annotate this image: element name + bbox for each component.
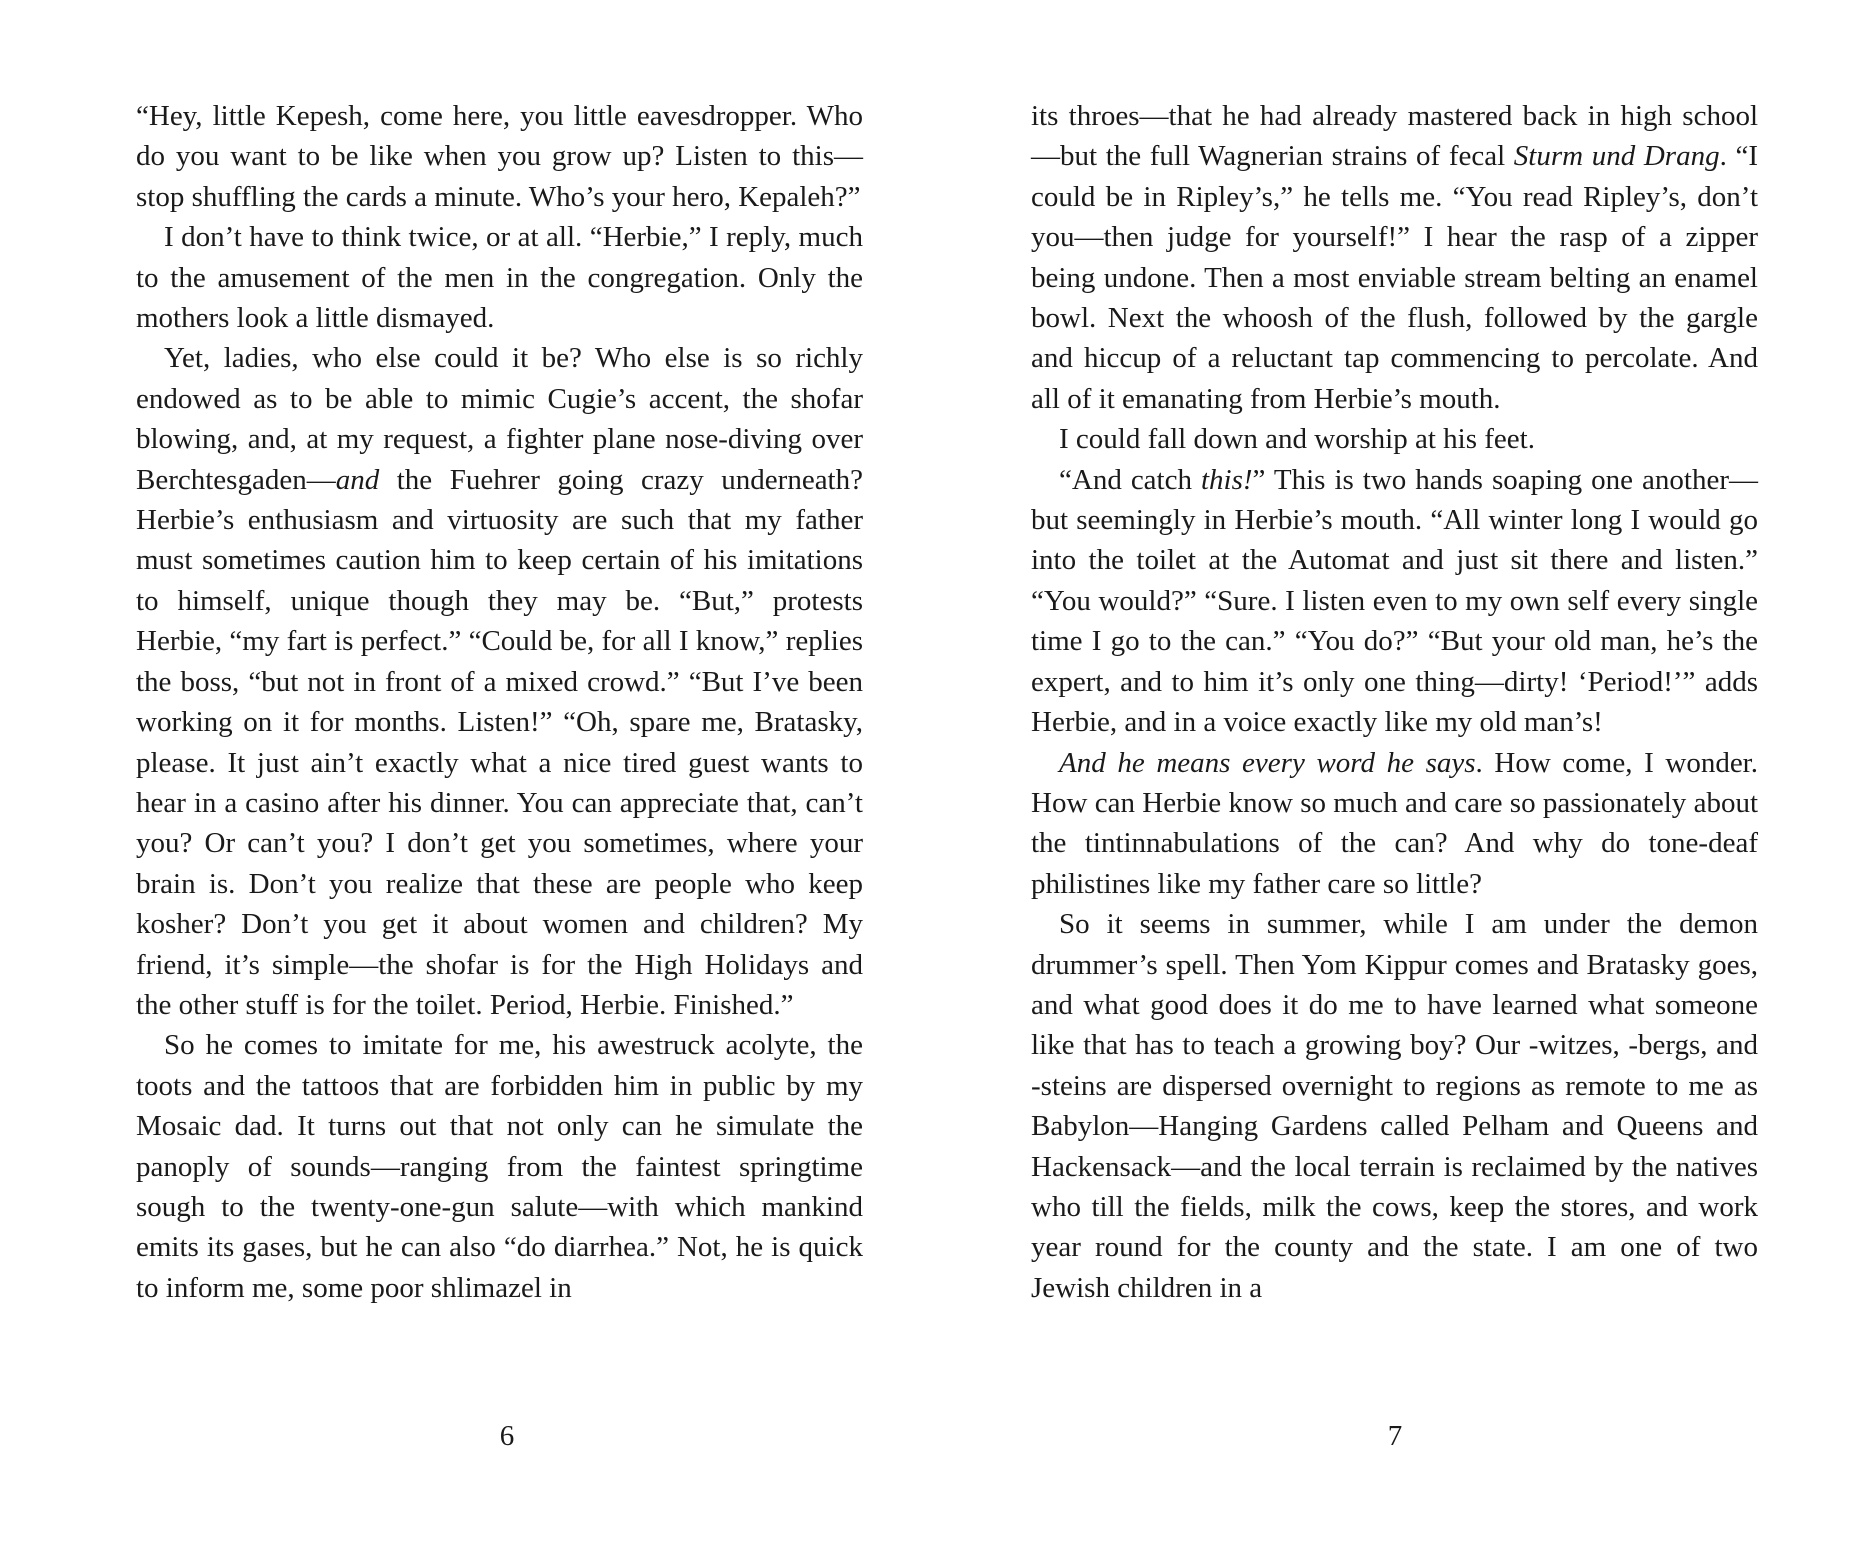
text-run: I don’t have to think twice, or at all. “Herbie,” I reply, much to the amusement of the men in the congregation. Only the mothers look a little dismayed. — [136, 221, 863, 335]
italic-text: And he means every word he says — [1059, 746, 1476, 779]
text-run: “And catch — [1059, 463, 1201, 496]
text-run: ” This is two hands soaping one another—but seemingly in Herbie’s mouth. “All winter long I would go into the toilet at the Automat and just sit there and listen.” “You would?” “Sure. I listen even to my own self every single time I go to the can.” “You do?” “But your old man, he’s the expert, and to him it’s only one thing—dirty! ‘Period!’” adds Herbie, and in a voice exactly like my old man’s! — [1031, 463, 1758, 739]
paragraph — [136, 338, 863, 1025]
paragraph — [1031, 419, 1758, 459]
right-page — [1031, 96, 1758, 1308]
paragraph — [1031, 904, 1758, 1308]
text-run: . How come, I wonder. How can Herbie know so much and care so passionately about the tintinnabulations of the can? And why do tone-deaf philistines like my father care so little? — [1031, 746, 1758, 900]
text-run: So it seems in summer, while I am under the demon drummer’s spell. Then Yom Kippur comes and Bratasky goes, and what good does it do me to have learned what someone like that has to teach a growing boy? Our -witzes, -bergs, and -steins are dispersed overnight to regions as remote to me as Babylon—Hanging Gardens called Pelham and Queens and Hackensack—and the local terrain is reclaimed by the natives who till the fields, milk the cows, keep the stores, and work year round for the county and the state. I am one of two Jewish children in a — [1031, 908, 1758, 1304]
italic-text: and — [335, 463, 380, 496]
text-run: I could fall down and worship at his feet. — [1059, 423, 1535, 456]
right-page-body — [1031, 96, 1758, 1308]
page-number-left: 6 — [499, 1420, 515, 1452]
paragraph — [136, 96, 863, 217]
paragraph — [1031, 96, 1758, 419]
paragraph — [1031, 743, 1758, 905]
left-page — [136, 96, 863, 1308]
left-page-body — [136, 96, 863, 1308]
paragraph — [136, 217, 863, 338]
text-run: . “I could be in Ripley’s,” he tells me. “You read Ripley’s, don’t you—then judge for yourself!” I hear the rasp of a zipper being undone. Then a most enviable stream belting an enamel bowl. Next the whoosh of the flush, followed by the gargle and hiccup of a reluctant tap commencing to percolate. And all of it emanating from Herbie’s mouth. — [1031, 140, 1759, 415]
text-run: its throes—that he had already mastered back in high school—but the full Wagnerian strains of fecal — [1031, 100, 1758, 173]
italic-text: this! — [1200, 463, 1253, 496]
text-run: Yet, ladies, who else could it be? Who else is so richly endowed as to be able to mimic Cugie’s accent, the shofar blowing, and, at my request, a fighter plane nose-diving over Berchtesgaden— — [136, 342, 863, 496]
text-run: “Hey, little Kepesh, come here, you little eavesdropper. Who do you want to be like when you grow up? Listen to this—stop shuffling the cards a minute. Who’s your hero, Kepaleh?” — [136, 100, 863, 213]
paragraph — [1031, 460, 1758, 743]
text-run: the Fuehrer going crazy underneath? Herbie’s enthusiasm and virtuosity are such that my father must sometimes caution him to keep certain of his imitations to himself, unique though they may be. “But,” protests Herbie, “my fart is perfect.” “Could be, for all I know,” replies the boss, “but not in front of a mixed crowd.” “But I’ve been working on it for months. Listen!” “Oh, spare me, Bratasky, please. It just ain’t exactly what a nice tired guest wants to hear in a casino after his dinner. You can appreciate that, can’t you? Or can’t you? I don’t get you sometimes, where your brain is. Don’t you realize that these are people who keep kosher? Don’t you get it about women and children? My friend, it’s simple—the shofar is for the High Holidays and the other stuff is for the toilet. Period, Herbie. Finished.” — [136, 463, 863, 1021]
page-number-right: 7 — [1387, 1420, 1403, 1452]
text-run: So he comes to imitate for me, his awestruck acolyte, the toots and the tattoos that are forbidden him in public by my Mosaic dad. It turns out that not only can he simulate the panoply of sounds—ranging from the faintest springtime sough to the twenty-one-gun salute—with which mankind emits its gases, but he can also “do diarrhea.” Not, he is quick to inform me, some poor shlimazel in — [136, 1029, 863, 1304]
italic-text: Sturm und Drang — [1513, 140, 1720, 173]
paragraph — [136, 1025, 863, 1308]
